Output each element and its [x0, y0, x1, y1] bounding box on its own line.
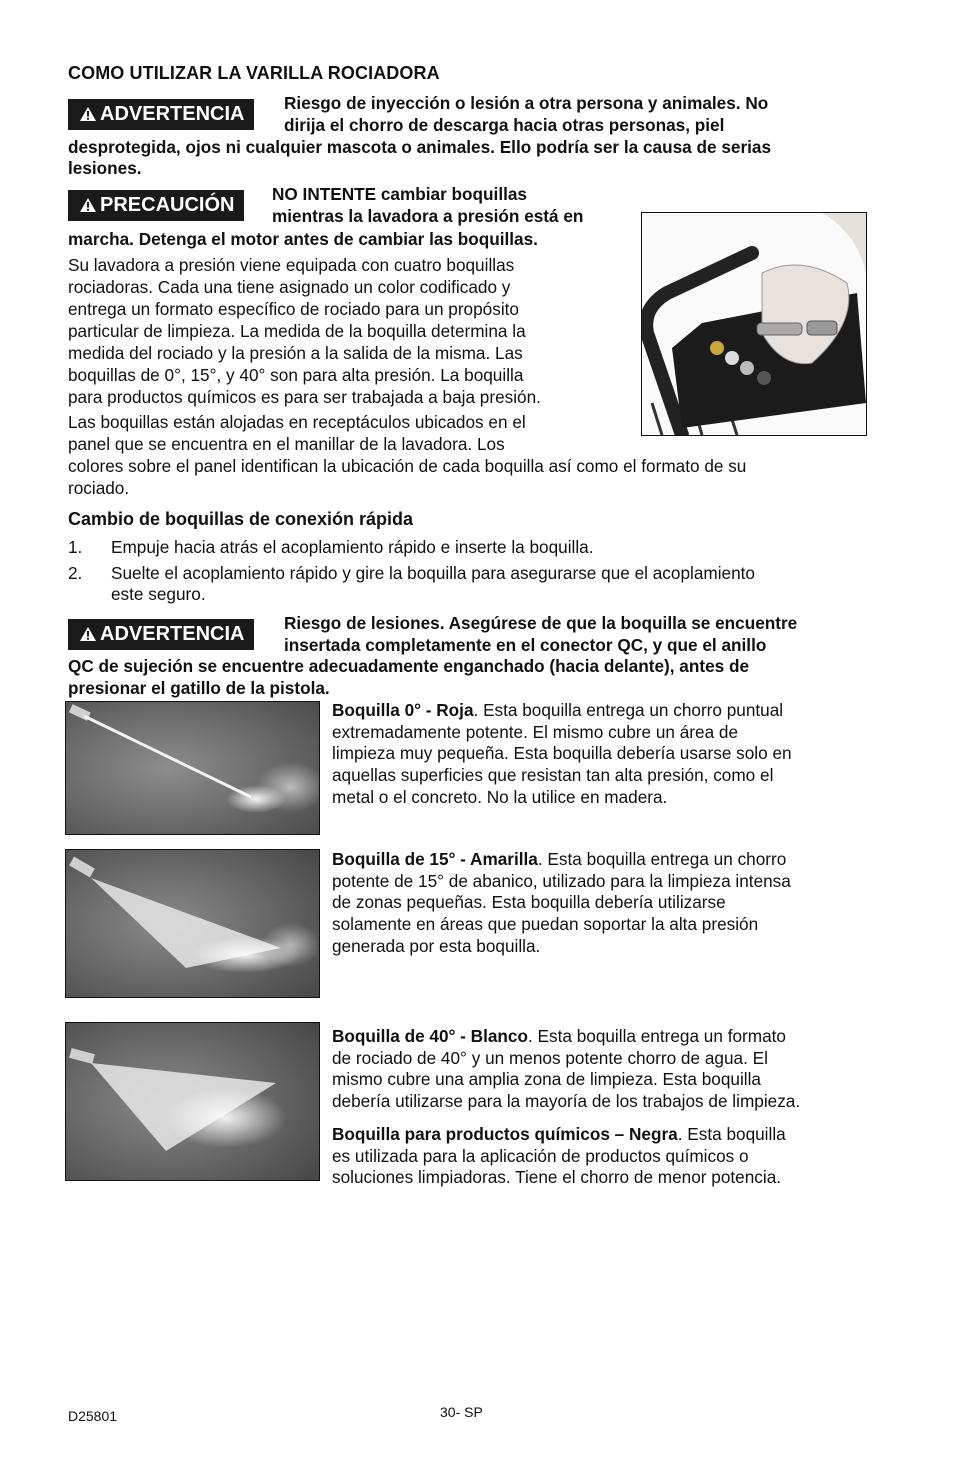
step-text: Empuje hacia atrás el acoplamiento rápido e inserte la boquilla.	[111, 537, 594, 557]
warning1-line2: dirija el chorro de descarga hacia otras personas, piel	[284, 115, 725, 135]
location-line-4: rociado.	[68, 478, 130, 498]
intro-line-3: entrega un formato específico de rociado para un propósito	[68, 299, 519, 319]
caution-line2: mientras la lavadora a presión está en	[272, 206, 584, 226]
caution-badge	[68, 190, 244, 221]
nozzle-text: . Esta boquilla entrega un chorro	[537, 849, 787, 869]
warning2-line2: insertada completamente en el conector QC, y que el anillo	[284, 635, 767, 655]
warning-triangle-icon	[80, 627, 96, 641]
nozzle-desc-line: de rociado de 40° y un menos potente chorro de agua. El	[332, 1047, 768, 1068]
nozzle-text: . Esta boquilla	[677, 1124, 786, 1144]
warning-badge-label: ADVERTENCIA	[100, 623, 245, 645]
nozzle-15-desc	[332, 849, 872, 958]
nozzle-title: Boquilla de 15° - Amarilla	[332, 849, 538, 869]
intro-line-6: boquillas de 0°, 15°, y 40° son para alta presión. La boquilla	[68, 365, 524, 385]
nozzle-0-desc	[332, 700, 872, 809]
warning-badge-label: ADVERTENCIA	[100, 103, 245, 125]
caution-line1: NO INTENTE cambiar boquillas	[272, 184, 527, 204]
nozzle-desc-line: debería utilizarse para la mayoría de los trabajos de limpieza.	[332, 1091, 801, 1112]
nozzle-desc-line: solamente en áreas que puedan soportar la alta presión	[332, 914, 759, 935]
nozzle-text: . Esta boquilla entrega un chorro puntual	[473, 700, 784, 720]
nozzle-0-spray-photo	[65, 701, 320, 835]
location-line-3: colores sobre el panel identifican la ubicación de cada boquilla así como el formato de su	[68, 456, 747, 476]
location-line-1: Las boquillas están alojadas en receptáculos ubicados en el	[68, 412, 526, 432]
warning1-line4: lesiones.	[68, 158, 142, 178]
nozzle-desc-line: extremadamente potente. El mismo cubre un área de	[332, 721, 739, 742]
warning2-line3: QC de sujeción se encuentre adecuadamente enganchado (hacia delante), antes de	[68, 656, 750, 676]
warning-badge	[68, 99, 254, 130]
steps-list	[68, 537, 868, 610]
warning2-line4: presionar el gatillo de la pistola.	[68, 678, 330, 698]
step-number: 2.	[68, 562, 83, 583]
subsection-title: Cambio de boquillas de conexión rápida	[68, 509, 414, 529]
nozzle-15-spray-photo	[65, 849, 320, 998]
nozzle-title: Boquilla para productos químicos – Negra	[332, 1124, 678, 1144]
nozzle-40-spray-photo	[65, 1022, 320, 1181]
step-text: este seguro.	[111, 584, 206, 605]
warning-triangle-icon	[80, 198, 96, 212]
nozzle-title: Boquilla 0° - Roja	[332, 700, 474, 720]
caution-badge-label: PRECAUCIÓN	[100, 194, 235, 216]
nozzle-desc-line: soluciones limpiadoras. Tiene el chorro de menor potencia.	[332, 1167, 782, 1188]
nozzle-title: Boquilla de 40° - Blanco	[332, 1026, 528, 1046]
nozzle-desc-line	[332, 1026, 872, 1048]
section-title: COMO UTILIZAR LA VARILLA ROCIADORA	[68, 63, 440, 83]
intro-line-7: para productos químicos es para ser trabajada a baja presión.	[68, 387, 541, 407]
nozzle-desc-line: mismo cubre una amplia zona de limpieza. Esta boquilla	[332, 1069, 761, 1090]
location-line-2: panel que se encuentra en el manillar de la lavadora. Los	[68, 434, 505, 454]
intro-line-4: particular de limpieza. La medida de la boquilla determina la	[68, 321, 526, 341]
warning-badge	[68, 619, 254, 650]
nozzle-desc-line: metal o el concreto. No la utilice en madera.	[332, 786, 668, 807]
nozzle-desc-line	[332, 700, 872, 722]
step-text: Suelte el acoplamiento rápido y gire la boquilla para asegurarse que el acoplamiento	[111, 562, 755, 583]
nozzle-chemical-desc	[332, 1124, 872, 1189]
nozzle-desc-line: generada por esta boquilla.	[332, 935, 541, 956]
nozzle-desc-line	[332, 1124, 872, 1146]
nozzle-panel-photo	[641, 212, 867, 436]
nozzle-desc-line: aquellas superficies que resistan tan alta presión, como el	[332, 765, 774, 786]
doc-number: D25801	[68, 1408, 118, 1424]
step-number: 1.	[68, 537, 83, 557]
intro-line-2: rociadoras. Cada una tiene asignado un color codificado y	[68, 277, 511, 297]
list-item	[68, 537, 868, 559]
nozzle-desc-line	[332, 849, 872, 871]
nozzle-desc-line: de zonas pequeñas. Esta boquilla debería utilizarse	[332, 892, 726, 913]
warning2-line1: Riesgo de lesiones. Asegúrese de que la boquilla se encuentre	[284, 613, 798, 633]
nozzle-desc-line: es utilizada para la aplicación de productos químicos o	[332, 1145, 749, 1166]
nozzle-desc-line: limpieza muy pequeña. Esta boquilla debería usarse solo en	[332, 743, 792, 764]
list-item	[68, 563, 868, 606]
nozzle-text: . Esta boquilla entrega un formato	[527, 1026, 786, 1046]
nozzle-desc-line: potente de 15° de abanico, utilizado para la limpieza intensa	[332, 870, 791, 891]
intro-line-1: Su lavadora a presión viene equipada con cuatro boquillas	[68, 255, 515, 275]
page-number: 30- SP	[440, 1404, 483, 1420]
warning1-line3: desprotegida, ojos ni cualquier mascota o animales. Ello podría ser la causa de serias	[68, 137, 772, 157]
caution-line3: marcha. Detenga el motor antes de cambiar las boquillas.	[68, 229, 538, 249]
intro-line-5: medida del rociado y la presión a la salida de la misma. Las	[68, 343, 523, 363]
warning-triangle-icon	[80, 107, 96, 121]
warning1-line1: Riesgo de inyección o lesión a otra persona y animales. No	[284, 93, 769, 113]
nozzle-40-desc	[332, 1026, 872, 1113]
